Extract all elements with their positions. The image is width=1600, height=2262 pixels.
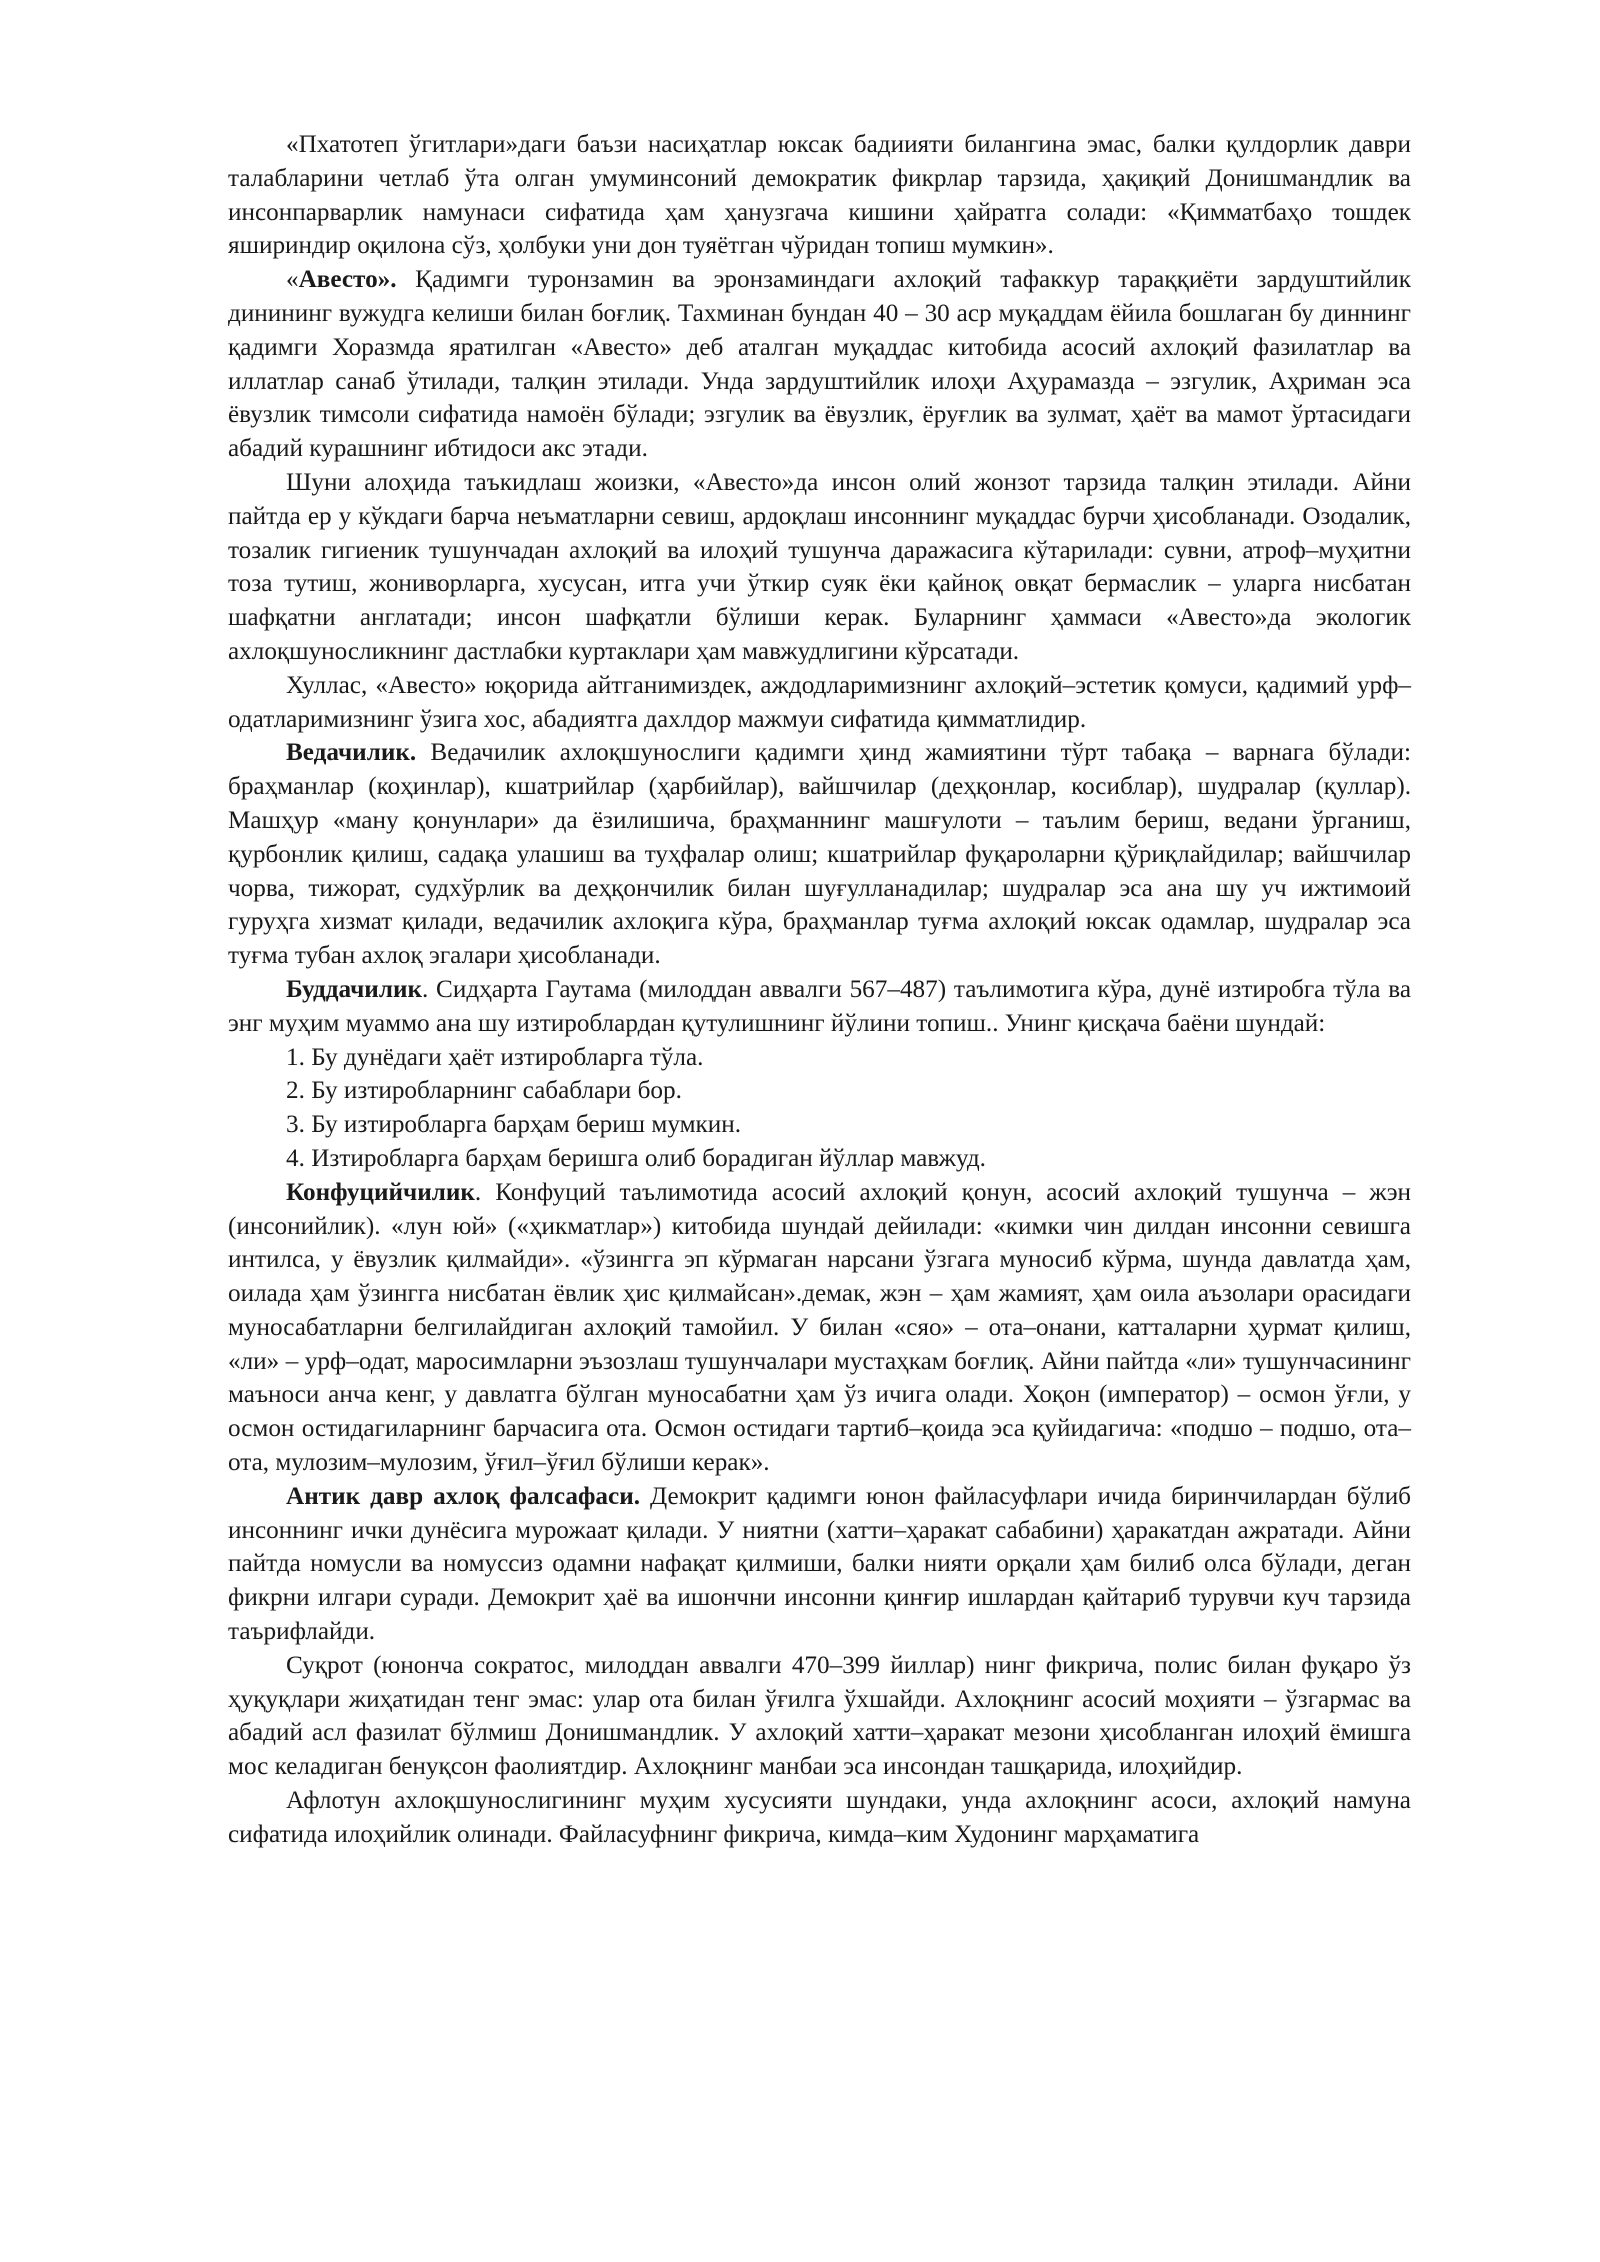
paragraph-antique-ethics [228, 1480, 1411, 1649]
section-heading-avesto: Авесто». [298, 266, 397, 294]
paragraph-text: Демокрит қадимги юнон файласуфлари ичида биринчилардан бўлиб инсоннинг ички дунёсига мурожаат қилади. У ниятни (хатти–ҳаракат сабабини) ҳаракатдан ажратади. Айни пайтда номусли ва номуссиз одамни нафақат қилмиши, балки нияти орқали ҳам билиб олса бўлади, деган фикрни илгари суради. Демокрит ҳаё ва ишончни инсонни қинғир ишлардан қайтариб турувчи куч тарзида таърифлайди. [228, 1482, 1412, 1646]
paragraph-text: Қадимги туронзамин ва эронзаминдаги ахлоқий тафаккур тараққиёти зардуштийлик динининг вужудга келиши билан боғлиқ. Тахминан бундан 40 – 30 аср муқаддам ёйила бошлаган бу диннинг қадимги Хоразмда яратилган «Авесто» деб аталган муқаддас китобида асосий ахлоқий фазилатлар ва иллатлар санаб ўтилади, талқин этилади. Унда зардуштийлик илоҳи Аҳурамазда – эзгулик, Аҳриман эса ёвузлик тимсоли сифатида намоён бўлади; эзгулик ва ёвузлик, ёруғлик ва зулмат, ҳаёт ва мамот ўртасидаги абадий курашнинг ибтидоси акс этади. [228, 266, 1411, 463]
list-item: 2. Бу изтиробларнинг сабаблари бор. [286, 1077, 682, 1105]
paragraph-pkhatotep [228, 128, 1411, 263]
section-heading-vedism: Ведачилик. [286, 739, 417, 767]
list-item: 1. Бу дунёдаги ҳаёт изтиробларга тўла. [286, 1043, 704, 1071]
paragraph-text: «Пхатотеп ўгитлари»даги баъзи насиҳатлар юксак бадиияти билангина эмас, балки қулдорлик даври талабларини четлаб ўта олган умуминсоний демократик фикрлар тарзида, ҳақиқий Донишмандлик ва инсонпарварлик намунаси сифатида ҳам ҳанузгача кишини ҳайратга солади: «Қимматбаҳо тошдек яшириндир оқилона сўз, ҳолбуки уни дон туяётган чўридан топиш мумкин». [228, 131, 1411, 260]
paragraph-text: Суқрот (юнонча сократос, милоддан аввалги 470–399 йиллар) нинг фикрича, полис билан фуқаро ўз ҳуқуқлари жиҳатидан тенг эмас: улар ота билан ўғилга ўхшайди. Ахлоқнинг асосий моҳияти – ўзгармас ва абадий асл фазилат бўлмиш Донишмандлик. У ахлоқий хатти–ҳаракат мезони ҳисобланган илоҳий ёмишга мос келадиган бенуқсон фаолиятдир. Ахлоқнинг манбаи эса инсондан ташқарида, илоҳийдир. [228, 1651, 1411, 1781]
paragraph-plato [228, 1784, 1411, 1852]
paragraph-lead: « [286, 266, 299, 294]
paragraph-text: Ведачилик ахлоқшунослиги қадимги ҳинд жамиятини тўрт табақа – варнага бўлади: браҳманлар (коҳинлар), кшатрийлар (ҳарбийлар), вайшчилар (деҳқонлар, косиблар), шудралар (қуллар). Машҳур «ману қонунлари» да ёзилишича, браҳманнинг машғулоти – таълим бериш, ведани ўрганиш, қурбонлик қилиш, садақа улашиш ва туҳфалар олиш; кшатрийлар фуқароларни қўриқлайдилар; вайшчилар чорва, тижорат, судхўрлик ва деҳқончилик билан шуғулланадилар; шудралар эса ана шу уч ижтимоий гуруҳга хизмат қилади, ведачилик ахлоқига кўра, браҳманлар туғма ахлоқий юксак одамлар, шудралар эса туғма тубан ахлоқ эгалари ҳисобланади. [228, 739, 1411, 970]
paragraph-confucianism [228, 1176, 1411, 1480]
list-item: 4. Изтиробларга барҳам беришга олиб борадиган йўллар мавжуд. [286, 1144, 986, 1172]
section-heading-buddhism: Буддачилик [286, 975, 422, 1003]
paragraph-avesto-human [228, 466, 1411, 669]
paragraph-text: . Сидҳарта Гаутама (милоддан аввалги 567–487) таълимотига кўра, дунё изтиробга тўла ва энг муҳим муаммо ана шу изтироблардан қутулишнинг йўлини топиш.. Унинг қисқача баёни шундай: [228, 975, 1411, 1037]
paragraph-buddhism [228, 973, 1411, 1041]
section-heading-antique-ethics: Антик давр ахлоқ фалсафаси. [286, 1482, 641, 1510]
paragraph-avesto [228, 263, 1411, 466]
list-item: 3. Бу изтиробларга барҳам бериш мумкин. [286, 1111, 742, 1139]
paragraph-avesto-summary [228, 669, 1411, 737]
paragraph-text: Хуллас, «Авесто» юқорида айтганимиздек, аждодларимизнинг ахлоқий–эстетик қомуси, қадимий урф–одатларимизнинг ўзига хос, абадиятга дахлдор мажмуи сифатида қимматлидир. [228, 671, 1411, 733]
section-heading-confucianism: Конфуцийчилик [286, 1178, 475, 1206]
paragraph-vedism [228, 736, 1411, 973]
paragraph-text: Афлотун ахлоқшунослигининг муҳим хусусияти шундаки, унда ахлоқнинг асоси, ахлоқий намуна сифатида илоҳийлик олинади. Файласуфнинг фикрича, кимда–ким Худонинг марҳаматига [228, 1787, 1411, 1848]
paragraph-text: . Конфуций таълимотида асосий ахлоқий қонун, асосий ахлоқий тушунча – жэн (инсонийлик). «лун юй» («ҳикматлар») китобида шундай дейилади: «кимки чин дилдан инсонни севишга интилса, у ёвузлик қилмайди». «ўзингга эп кўрмаган нарсани ўзгага муносиб кўрма, шунда давлатда ҳам, оилада ҳам ўзингга нисбатан ёвлик ҳис қилмайсан».демак, жэн – ҳам жамият, ҳам оила аъзолари орасидаги муносабатларни белгилайдиган ахлоқий тамойил. У билан «сяо» – ота–онани, катталарни ҳурмат қилиш, «ли» – урф–одат, маросимларни эъзозлаш тушунчалари мустаҳкам боғлиқ. Айни пайтда «ли» тушунчасининг маъноси анча кенг, у давлатга бўлган муносабатни ҳам ўз ичига олади. Хоқон (император) – осмон ўғли, у осмон остидагиларнинг барчасига ота. Осмон остидаги тартиб–қоида эса қуйидагича: «подшо – подшо, ота–ота, мулозим–мулозим, ўғил–ўғил бўлиши керак». [228, 1178, 1411, 1477]
paragraph-socrates [228, 1649, 1411, 1784]
paragraph-text: Шуни алоҳида таъкидлаш жоизки, «Авесто»да инсон олий жонзот тарзида талқин этилади. Айни пайтда ер у кўкдаги барча неъматларни севиш, ардоқлаш инсоннинг муқаддас бурчи ҳисобланади. Озодалик, тозалик гигиеник тушунчадан ахлоқий ва илоҳий тушунча даражасига кўтарилади: сувни, атроф–муҳитни тоза тутиш, жониворларга, хусусан, итга учи ўткир суяк ёки қайноқ овқат бермаслик – уларга нисбатан шафқатни англатади; инсон шафқатли бўлиши керак. Буларнинг ҳаммаси «Авесто»да экологик ахлоқшуносликнинг дастлабки куртаклари ҳам мавжудлигини кўрсатади. [228, 468, 1411, 665]
document-page [228, 128, 1411, 1852]
